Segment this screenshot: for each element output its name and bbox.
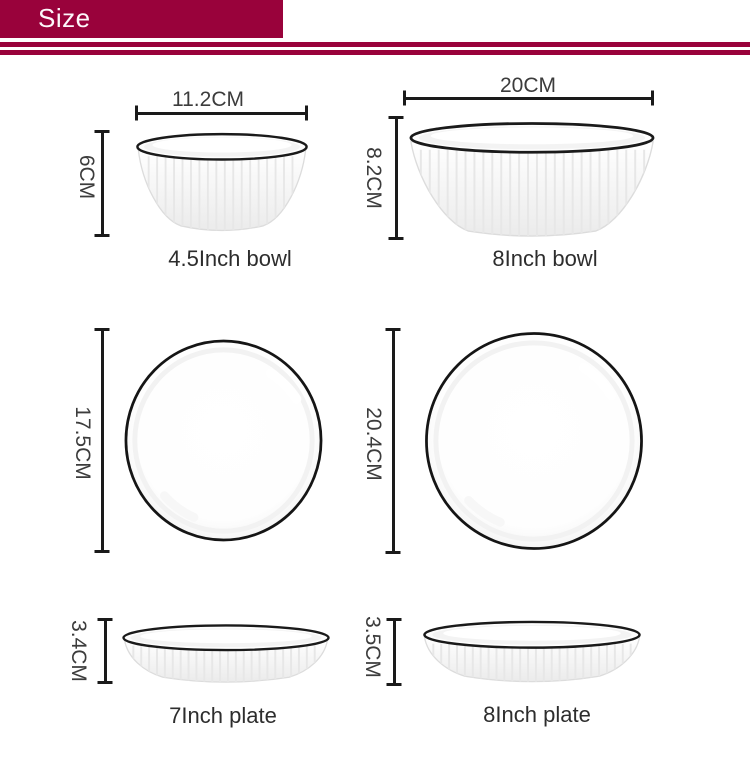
bowl45-side-view-image bbox=[128, 126, 316, 241]
bowl8-height-label: 8.2CM bbox=[362, 147, 385, 209]
plate7-diameter-dimension-line bbox=[101, 329, 104, 552]
bowl45-width-label: 11.2CM bbox=[172, 88, 244, 111]
header-stripe-top bbox=[0, 42, 750, 47]
plate7-height-dimension-line bbox=[104, 619, 107, 683]
bowl8-name-label: 8Inch bowl bbox=[492, 246, 598, 271]
plate8-height-label: 3.5CM bbox=[361, 616, 384, 678]
bowl8-width-label: 20CM bbox=[499, 74, 557, 97]
plate7-diameter-label: 17.5CM bbox=[71, 406, 94, 480]
bowl8-height-dimension-line bbox=[395, 117, 398, 239]
header-stripe-bottom bbox=[0, 50, 750, 55]
plate7-top-view-image bbox=[123, 338, 324, 543]
bowl45-width-dimension-line bbox=[136, 112, 307, 115]
bowl8-side-view-image bbox=[403, 116, 661, 249]
size-title: Size bbox=[38, 2, 91, 33]
bowl45-name-label: 4.5Inch bowl bbox=[168, 246, 292, 271]
plate8-top-view-image bbox=[423, 330, 645, 552]
plate8-diameter-dimension-line bbox=[392, 329, 395, 553]
plate7-height-label: 3.4CM bbox=[67, 620, 90, 682]
size-banner bbox=[0, 0, 283, 38]
plate8-diameter-label: 20.4CM bbox=[362, 407, 385, 481]
bowl45-height-dimension-line bbox=[101, 131, 104, 236]
plate7-side-view-image bbox=[117, 622, 335, 691]
bowl45-height-label: 6CM bbox=[75, 154, 98, 200]
plate8-name-label: 8Inch plate bbox=[483, 702, 591, 727]
plate8-height-dimension-line bbox=[393, 619, 396, 685]
plate8-side-view-image bbox=[417, 618, 647, 692]
plate7-name-label: 7Inch plate bbox=[169, 703, 277, 728]
